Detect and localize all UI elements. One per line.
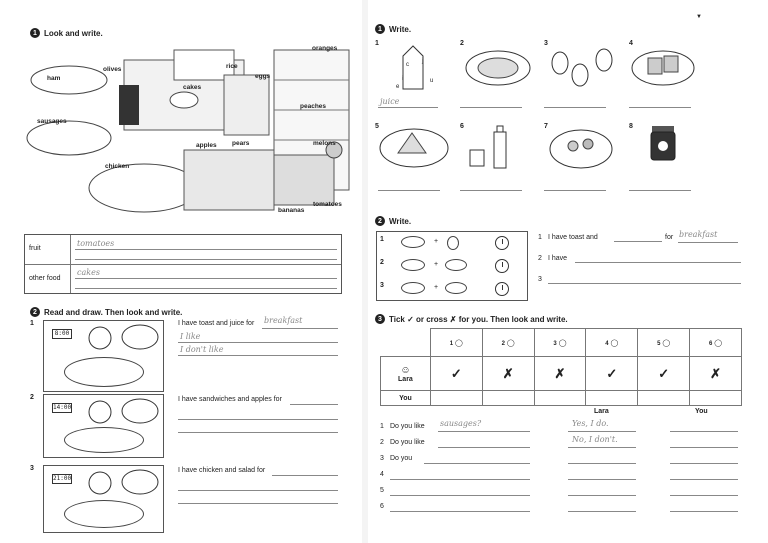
other-line-2 bbox=[75, 288, 337, 289]
r-ex2-header bbox=[375, 216, 411, 226]
likes-table bbox=[380, 328, 742, 406]
ex2-item-1-rule-1 bbox=[178, 342, 338, 343]
row-label-other-food: other food bbox=[29, 275, 61, 282]
r-ex2-title: Write. bbox=[389, 216, 412, 226]
q2-line[interactable] bbox=[438, 447, 530, 448]
orange-icon: ◯ bbox=[662, 339, 671, 347]
label-cakes: cakes bbox=[183, 84, 202, 91]
ex2-item-1-answer-line bbox=[262, 328, 338, 329]
ex2-item-2-rule-1 bbox=[178, 419, 338, 420]
word-3-num: 3 bbox=[544, 40, 548, 47]
col-label-lara: Lara bbox=[594, 408, 609, 415]
word-1-num: 1 bbox=[375, 40, 379, 47]
label-bananas: bananas bbox=[278, 207, 305, 214]
col-label-you: You bbox=[695, 408, 708, 415]
ex2-left-header bbox=[30, 307, 182, 317]
q2-you-line[interactable] bbox=[670, 447, 738, 448]
q1-num: 1 bbox=[380, 423, 384, 430]
plate-icon bbox=[445, 259, 467, 271]
r-ex2-s1-answer[interactable]: breakfast bbox=[679, 230, 718, 239]
you-cell-1[interactable] bbox=[430, 391, 482, 406]
q3-you-line[interactable] bbox=[670, 463, 738, 464]
other-line-1 bbox=[75, 278, 337, 279]
word-2-line bbox=[460, 107, 522, 108]
lara-mark-6: ✗ bbox=[690, 357, 742, 391]
spaghetti-plate-icon bbox=[463, 48, 533, 88]
plate-icon bbox=[401, 259, 425, 271]
q1-you-line[interactable] bbox=[670, 431, 738, 432]
label-ham: ham bbox=[47, 75, 61, 82]
row-head-lara bbox=[381, 357, 431, 391]
draw-plate-2[interactable] bbox=[64, 427, 144, 453]
label-pears: pears bbox=[232, 140, 250, 147]
r-ex1-number: 1 bbox=[375, 24, 385, 34]
ex2-item-3-num: 3 bbox=[30, 465, 34, 472]
lara-mark-3: ✗ bbox=[534, 357, 586, 391]
clock-1: 8:00 bbox=[52, 329, 72, 339]
sandwiches-plate-icon bbox=[376, 125, 452, 171]
apple-icon: ◯ bbox=[558, 339, 567, 347]
lara-mark-4: ✓ bbox=[586, 357, 638, 391]
ex2-item-1-answer[interactable]: breakfast bbox=[264, 316, 303, 325]
plate-icon bbox=[401, 236, 425, 248]
fruit-line-2 bbox=[75, 259, 337, 260]
r-ex2-s1-pre: I have toast and bbox=[548, 234, 598, 241]
ex1-number: 1 bbox=[30, 28, 40, 38]
col-num: 6 bbox=[708, 340, 713, 347]
lara-mark-5: ✓ bbox=[638, 357, 690, 391]
q4-you-line[interactable] bbox=[670, 479, 738, 480]
r-ex2-s3-line[interactable] bbox=[548, 283, 741, 284]
q3-lara-line[interactable] bbox=[568, 463, 636, 464]
ex2-item-3-rule-1 bbox=[178, 490, 338, 491]
letter: c bbox=[406, 62, 409, 68]
q2-lara-line bbox=[568, 447, 636, 448]
ex2-item-1-line-1[interactable]: I like bbox=[180, 332, 201, 341]
word-5-num: 5 bbox=[375, 123, 379, 130]
food-table bbox=[24, 234, 342, 294]
ex2-left-number: 2 bbox=[30, 307, 40, 317]
ex2-item-2-rule-2 bbox=[178, 432, 338, 433]
r-ex3-number: 3 bbox=[375, 314, 385, 324]
rice-icon: ◯ bbox=[714, 339, 723, 347]
ex1-title: Look and write. bbox=[44, 28, 103, 38]
letter: u bbox=[430, 78, 434, 84]
pear-icon: ◯ bbox=[610, 339, 619, 347]
face-thinking-icon-2 bbox=[82, 397, 162, 427]
clock-2: 14:00 bbox=[53, 404, 72, 411]
q2-text: Do you like bbox=[390, 439, 425, 446]
meal-row-2-num: 2 bbox=[380, 259, 384, 266]
label-peaches: peaches bbox=[300, 103, 327, 110]
ex2-item-2-text: I have sandwiches and apples for bbox=[178, 396, 282, 403]
lara-mark-2: ✗ bbox=[482, 357, 534, 391]
q5-you-line[interactable] bbox=[670, 495, 738, 496]
row-label-lara: Lara bbox=[398, 375, 413, 383]
ex2-item-1-text: I have toast and juice for bbox=[178, 320, 255, 327]
you-cell-2[interactable] bbox=[482, 391, 534, 406]
ex2-item-1-line-2[interactable]: I don't like bbox=[180, 345, 224, 354]
salad-bowl-icon bbox=[548, 126, 614, 172]
fruit-line-1 bbox=[75, 249, 337, 250]
word-4-line bbox=[629, 107, 691, 108]
clock-icon bbox=[495, 236, 509, 250]
r-ex2-s3-num: 3 bbox=[538, 276, 542, 283]
col-head-1 bbox=[430, 329, 482, 357]
q4-lara-line[interactable] bbox=[568, 479, 636, 480]
row-label-you: You bbox=[381, 391, 431, 406]
letter: j bbox=[422, 58, 424, 64]
plate-icon bbox=[401, 282, 425, 294]
word-1-answer[interactable]: juice bbox=[380, 97, 400, 106]
r-ex2-s1-answer-line bbox=[678, 242, 738, 243]
you-cell-5[interactable] bbox=[638, 391, 690, 406]
label-olives: olives bbox=[103, 66, 122, 73]
col-head-3 bbox=[534, 329, 586, 357]
draw-plate-3[interactable] bbox=[64, 500, 144, 528]
word-7-line bbox=[544, 190, 606, 191]
r-ex2-s1-num: 1 bbox=[538, 234, 542, 241]
label-melons: melons bbox=[313, 140, 336, 147]
lara-mark-1: ✓ bbox=[430, 357, 482, 391]
label-eggs: eggs bbox=[255, 73, 271, 80]
you-cell-3[interactable] bbox=[534, 391, 586, 406]
you-cell-6[interactable] bbox=[690, 391, 742, 406]
clock-3: 21:00 bbox=[53, 475, 72, 482]
toast-plate-icon bbox=[630, 46, 696, 90]
q6-num: 6 bbox=[380, 503, 384, 510]
r-ex1-header bbox=[375, 24, 411, 34]
word-2-num: 2 bbox=[460, 40, 464, 47]
face-thinking-icon bbox=[82, 323, 162, 353]
ex2-item-1-rule-2 bbox=[178, 355, 338, 356]
page-marker-icon: ▼ bbox=[696, 14, 702, 20]
col-head-4 bbox=[586, 329, 638, 357]
col-head-5 bbox=[638, 329, 690, 357]
q6-you-line[interactable] bbox=[670, 511, 738, 512]
q5-num: 5 bbox=[380, 487, 384, 494]
word-6-num: 6 bbox=[460, 123, 464, 130]
word-7-num: 7 bbox=[544, 123, 548, 130]
plus-icon: + bbox=[434, 261, 439, 268]
q2-num: 2 bbox=[380, 439, 384, 446]
r-ex2-s2-num: 2 bbox=[538, 255, 542, 262]
q1-lara-line bbox=[568, 431, 636, 432]
label-tomatoes: tomatoes bbox=[313, 201, 342, 208]
col-head-2 bbox=[482, 329, 534, 357]
q3-line[interactable] bbox=[424, 463, 530, 464]
col-num: 4 bbox=[605, 340, 609, 347]
q1-line bbox=[438, 431, 530, 432]
letter: i bbox=[402, 76, 404, 82]
q6-line[interactable] bbox=[390, 511, 530, 512]
q5-line[interactable] bbox=[390, 495, 530, 496]
col-num: 1 bbox=[449, 340, 454, 347]
plus-icon: + bbox=[434, 284, 439, 291]
label-rice: rice bbox=[226, 63, 238, 70]
ex2-item-3-rule-2 bbox=[178, 503, 338, 504]
you-cell-4[interactable] bbox=[586, 391, 638, 406]
ex2-item-3-box bbox=[43, 465, 164, 533]
r-ex3-header bbox=[375, 314, 568, 324]
ex2-left-title: Read and draw. Then look and write. bbox=[44, 307, 183, 317]
table-row-divider bbox=[25, 264, 341, 265]
r-ex2-s2-line[interactable] bbox=[575, 262, 741, 263]
label-sausages: sausages bbox=[37, 118, 67, 125]
label-oranges: oranges bbox=[312, 45, 338, 52]
meal-row-3-num: 3 bbox=[380, 282, 384, 289]
ex2-item-1-box bbox=[43, 320, 164, 392]
word-1-line bbox=[378, 107, 438, 108]
q3-num: 3 bbox=[380, 455, 384, 462]
row-label-fruit: fruit bbox=[29, 245, 41, 252]
q1-lara[interactable]: Yes, I do. bbox=[572, 419, 609, 428]
draw-plate-1[interactable] bbox=[64, 357, 144, 387]
ex2-item-2-num: 2 bbox=[30, 394, 34, 401]
ex2-item-2-box bbox=[43, 394, 164, 458]
q1-answer[interactable]: sausages? bbox=[440, 419, 482, 428]
r-ex2-s1-mid: for bbox=[665, 234, 674, 241]
girl-avatar-icon: ☺ bbox=[400, 364, 411, 376]
ex2-item-1-num: 1 bbox=[30, 320, 34, 327]
word-6-line bbox=[460, 190, 522, 191]
market-illustration bbox=[24, 40, 354, 220]
ex1-header bbox=[30, 28, 103, 38]
col-head-6 bbox=[690, 329, 742, 357]
right-page bbox=[368, 0, 768, 543]
ex2-item-3-answer-line bbox=[272, 475, 338, 476]
label-chicken: chicken bbox=[105, 163, 130, 170]
word-8-num: 8 bbox=[629, 123, 633, 130]
q5-lara-line[interactable] bbox=[568, 495, 636, 496]
plate-icon bbox=[445, 282, 467, 294]
ex2-item-3-text: I have chicken and salad for bbox=[178, 467, 266, 474]
left-page bbox=[0, 0, 362, 543]
label-apples: apples bbox=[196, 142, 217, 149]
q4-line[interactable] bbox=[390, 479, 530, 480]
q3-text: Do you bbox=[390, 455, 413, 462]
word-3-line bbox=[544, 107, 606, 108]
col-num: 3 bbox=[553, 340, 557, 347]
fruit-answer[interactable]: tomatoes bbox=[77, 239, 115, 248]
jam-jar-icon bbox=[648, 124, 678, 164]
other-food-answer[interactable]: cakes bbox=[77, 268, 100, 277]
r-ex3-title: Tick ✓ or cross ✗ for you. Then look and write. bbox=[389, 314, 568, 324]
letter: e bbox=[396, 84, 400, 90]
meals-grid bbox=[376, 231, 528, 301]
r-ex2-s2-pre: I have bbox=[548, 255, 568, 262]
r-ex1-title: Write. bbox=[389, 24, 412, 34]
word-8-line bbox=[629, 190, 691, 191]
ex2-item-2-answer-line bbox=[290, 404, 338, 405]
jar-icon bbox=[447, 236, 459, 250]
sausage-icon: ◯ bbox=[455, 339, 463, 347]
meal-row-1-num: 1 bbox=[380, 236, 384, 243]
q2-lara[interactable]: No, I don't. bbox=[572, 435, 618, 444]
col-num: 5 bbox=[657, 340, 661, 347]
word-5-line bbox=[378, 190, 440, 191]
water-bottle-icon bbox=[466, 124, 516, 174]
r-ex2-number: 2 bbox=[375, 216, 385, 226]
q1-text: Do you like bbox=[390, 423, 425, 430]
word-4-num: 4 bbox=[629, 40, 633, 47]
r-ex2-s1-line[interactable] bbox=[614, 241, 662, 242]
clock-icon bbox=[495, 282, 509, 296]
eggs-icon bbox=[548, 45, 618, 95]
col-num: 2 bbox=[501, 340, 505, 347]
plus-icon: + bbox=[434, 238, 439, 245]
face-thinking-icon-3 bbox=[82, 468, 162, 498]
q4-num: 4 bbox=[380, 471, 384, 478]
q6-lara-line[interactable] bbox=[568, 511, 636, 512]
corner-cell bbox=[381, 329, 431, 357]
clock-icon bbox=[495, 259, 509, 273]
chicken-icon: ◯ bbox=[506, 339, 515, 347]
